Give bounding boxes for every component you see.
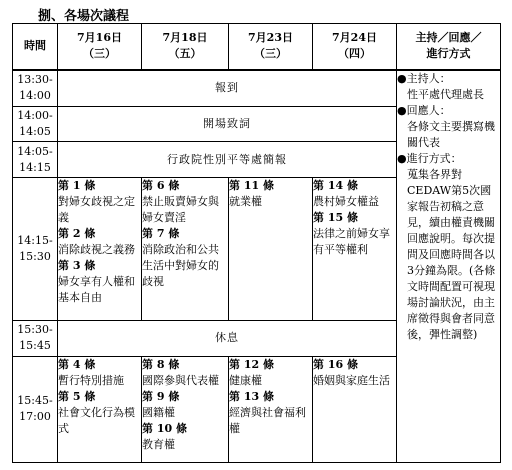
time-slot-4: 14:15- 15:30 xyxy=(13,178,58,320)
time-slot-2: 14:00- 14:05 xyxy=(13,107,58,142)
time-slot-5: 15:30- 15:45 xyxy=(13,320,58,356)
host-label: ●主持人： xyxy=(397,71,451,85)
section-title: 捌、各場次議程 xyxy=(38,9,130,24)
time-slot-1: 13:30- 14:00 xyxy=(13,70,58,107)
time-slot-6: 15:45- 17:00 xyxy=(13,356,58,462)
method-value: 蒐集各界對CEDAW第5次國家報告初稿之意見，續由權責機關回應說明。每次提問及回應時間各以3分鐘為限。(各條文時間配置可視現場討論狀況，由主席徵得與會者同意後，彈性調整) xyxy=(407,167,496,341)
header-day-1: 7月16日 （三） xyxy=(58,24,142,70)
respondent-value: 各條文主要撰寫機關代表 xyxy=(407,119,495,149)
session2-day2: 第 8 條 國際參與代表權 第 9 條 國籍權 第 10 條 教育權 xyxy=(142,356,229,462)
slot-opening: 開場致詞 xyxy=(58,107,397,142)
session1-day4: 第 14 條 農村婦女權益 第 15 條 法律之前婦女享有平等權利 xyxy=(313,178,397,320)
header-day-4: 7月24日 （四） xyxy=(313,24,397,70)
session2-day1: 第 4 條 暫行特別措施 第 5 條 社會文化行為模式 xyxy=(58,356,142,462)
slot-briefing: 行政院性別平等處簡報 xyxy=(58,142,397,178)
host-value: 性平處代理處長 xyxy=(407,87,484,101)
time-slot-3: 14:05- 14:15 xyxy=(13,142,58,178)
header-day-2: 7月18日 （五） xyxy=(142,24,229,70)
session1-day3: 第 11 條 就業權 xyxy=(229,178,313,320)
session1-day1: 第 1 條 對婦女歧視之定義 第 2 條 消除歧視之義務 第 3 條 婦女享有人權和基本自由 xyxy=(58,178,142,320)
slot-registration: 報到 xyxy=(58,70,397,107)
respondent-label: ●回應人： xyxy=(397,103,451,117)
agenda-table xyxy=(12,23,501,463)
header-day-3: 7月23日 （三） xyxy=(229,24,313,70)
host-info-panel xyxy=(397,70,501,463)
session2-day4: 第 16 條 婚姻與家庭生活 xyxy=(313,356,397,462)
slot-break: 休息 xyxy=(58,320,397,356)
session2-day3: 第 12 條 健康權 第 13 條 經濟與社會福利權 xyxy=(229,356,313,462)
method-label: ●進行方式： xyxy=(397,151,462,165)
header-time: 時間 xyxy=(13,24,58,70)
header-host: 主持／回應／ 進行方式 xyxy=(397,24,501,70)
session1-day2: 第 6 條 禁止販賣婦女與婦女賣淫 第 7 條 消除政治和公共生活中對婦女的歧視 xyxy=(142,178,229,320)
